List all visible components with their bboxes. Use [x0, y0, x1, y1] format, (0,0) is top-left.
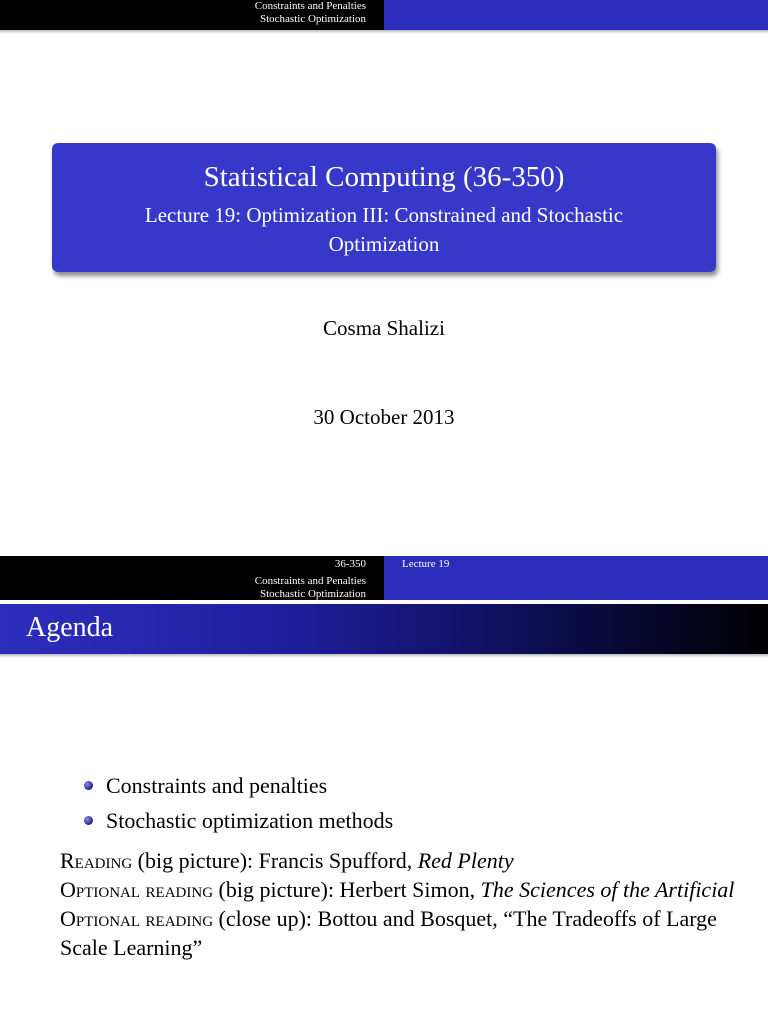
list-item-text: Stochastic optimization methods	[106, 808, 394, 833]
reading-item	[60, 875, 740, 904]
reading-label: Optional reading	[60, 877, 214, 902]
reading-text: (close up): Bottou and Bosquet, “The Tradeoffs of Large Scale Learning”	[60, 906, 717, 960]
author: Cosma Shalizi	[323, 316, 445, 340]
headline-section-constraints[interactable]: Constraints and Penalties	[254, 575, 366, 587]
list-item	[82, 768, 393, 803]
date: 30 October 2013	[313, 405, 455, 429]
headline-left	[0, 556, 384, 600]
frame-title-bar	[0, 604, 768, 654]
headline-shadow	[0, 30, 768, 34]
headline-right	[384, 0, 768, 30]
reading-item	[60, 846, 740, 875]
reading-label: Optional reading	[60, 906, 214, 931]
presentation-subtitle: Lecture 19: Optimization III: Constrained and Stochastic Optimization	[144, 203, 624, 256]
headline-bar	[0, 0, 768, 30]
headline-section-stochastic[interactable]: Stochastic Optimization	[259, 13, 366, 25]
reading-label: Reading	[60, 848, 133, 873]
frame-title-shadow	[0, 654, 768, 658]
headline-section-stochastic[interactable]: Stochastic Optimization	[259, 588, 366, 600]
reading-title: Red Plenty	[417, 848, 514, 873]
reading-title: The Sciences of the Artificial	[480, 877, 735, 902]
headline-right	[384, 556, 768, 600]
bullet-icon	[84, 781, 93, 790]
list-item-text: Constraints and penalties	[106, 773, 328, 798]
title-box	[52, 143, 716, 272]
frame-title: Agenda	[26, 612, 114, 643]
presentation-title: Statistical Computing (36-350)	[203, 161, 565, 193]
headline-course[interactable]: 36-350	[334, 558, 366, 570]
headline-bar	[0, 556, 768, 600]
agenda-slide	[0, 512, 768, 1024]
headline-section-constraints[interactable]: Constraints and Penalties	[254, 0, 366, 12]
headline-lecture[interactable]: Lecture 19	[402, 558, 450, 570]
reading-list	[60, 846, 740, 962]
reading-text: (big picture): Francis Spufford,	[132, 848, 418, 873]
reading-item	[60, 904, 740, 962]
bullet-icon	[84, 816, 93, 825]
agenda-list	[82, 768, 393, 838]
list-item	[82, 803, 393, 838]
reading-text: (big picture): Herbert Simon,	[213, 877, 481, 902]
headline-left	[0, 0, 384, 30]
